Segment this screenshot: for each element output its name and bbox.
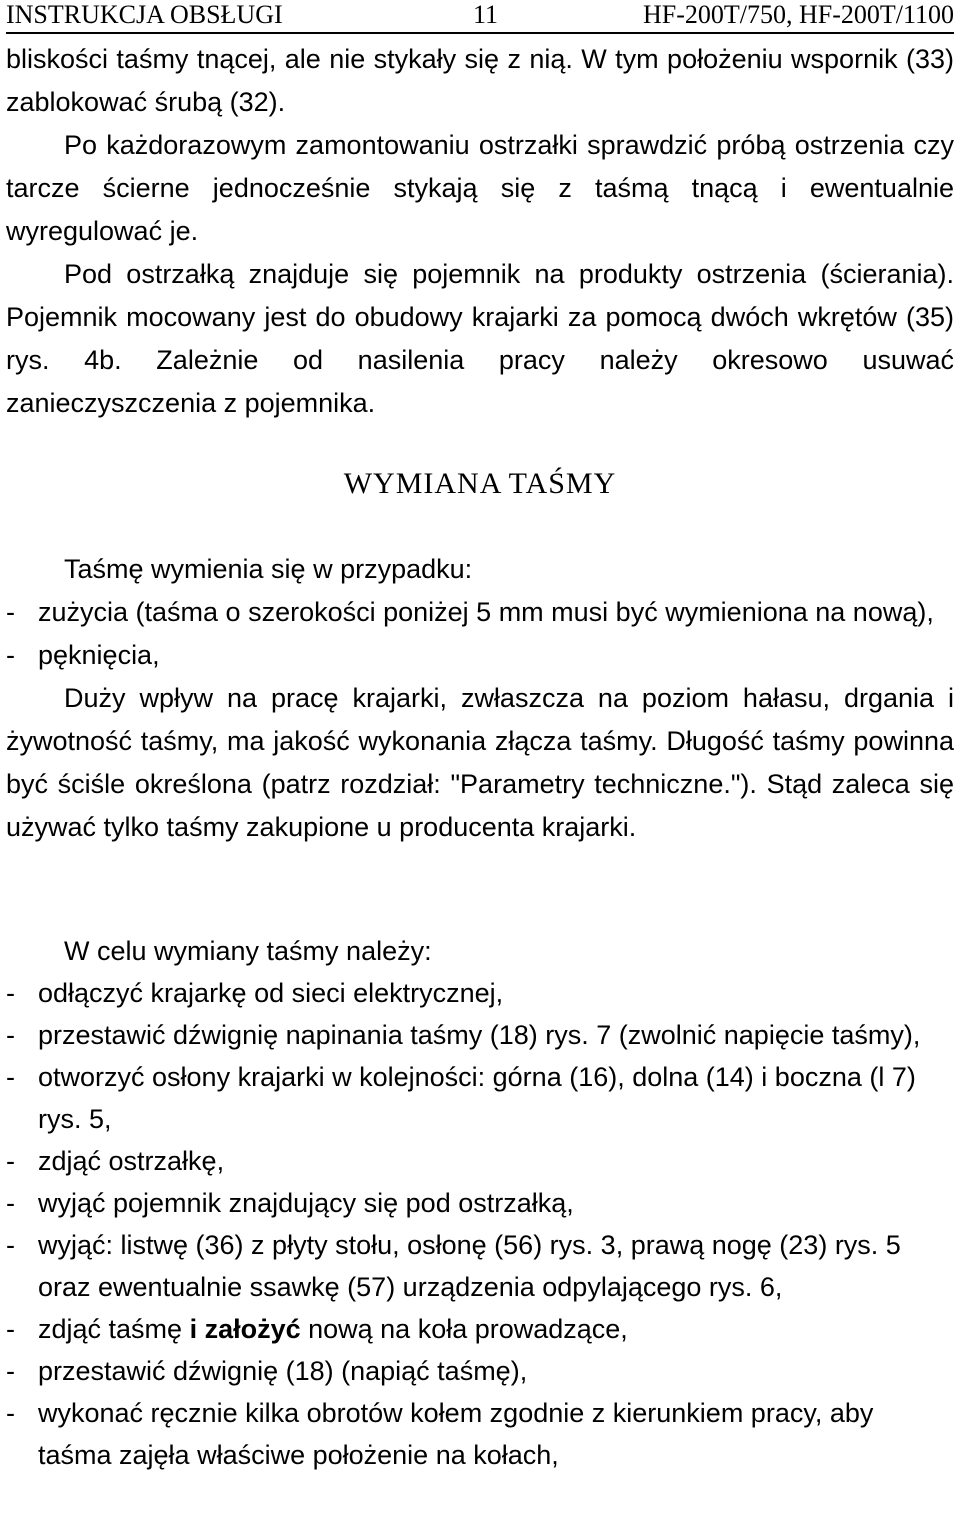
list-dash: - xyxy=(6,978,15,1008)
list-item-text: pęknięcia, xyxy=(38,640,160,670)
list-item-text: przestawić dźwignię napinania taśmy (18) rys. 7 (zwolnić napięcie taśmy), xyxy=(38,1020,921,1050)
list-dash: - xyxy=(6,1398,15,1428)
list-dash: - xyxy=(6,640,15,670)
replacement-reasons xyxy=(6,591,954,677)
list-item-text: wyjąć: listwę (36) z płyty stołu, osłonę (56) rys. 3, prawą nogę (23) rys. 5 oraz ewentualnie ssawkę (57) urządzenia odpylającego rys. 6, xyxy=(38,1230,901,1302)
list-dash: - xyxy=(6,1062,15,1092)
list-item-text: odłączyć krajarkę od sieci elektrycznej, xyxy=(38,978,504,1008)
intro-text xyxy=(6,38,954,425)
list-item xyxy=(6,591,954,634)
list-item xyxy=(6,1392,954,1476)
list-dash: - xyxy=(6,1356,15,1386)
list-item-text: wykonać ręcznie kilka obrotów kołem zgodnie z kierunkiem pracy, aby taśma zajęła właściwe położenie na kołach, xyxy=(38,1398,874,1470)
list-item xyxy=(6,1140,954,1182)
list-item-text-end: nową na koła prowadzące, xyxy=(300,1314,628,1344)
list-item-text: przestawić dźwignię (18) (napiąć taśmę), xyxy=(38,1356,528,1386)
list-item-text: wyjąć pojemnik znajdujący się pod ostrzałką, xyxy=(38,1188,574,1218)
manual-title: INSTRUKCJA OBSŁUGI xyxy=(6,0,283,29)
list-item xyxy=(6,1224,954,1308)
intro-paragraph-2: Po każdorazowym zamontowaniu ostrzałki sprawdzić próbą ostrzenia czy tarcze ścierne jednocześnie stykają się z taśmą tnącą i ewentualnie wyregulować je. xyxy=(6,130,954,246)
list-item-text: zdjąć ostrzałkę, xyxy=(38,1146,225,1176)
list-dash: - xyxy=(6,1314,15,1344)
replacement-lead: Taśmę wymienia się w przypadku: xyxy=(64,554,473,584)
list-dash: - xyxy=(6,1020,15,1050)
list-dash: - xyxy=(6,1188,15,1218)
list-item-text-bold: i założyć xyxy=(189,1314,301,1344)
procedure-section xyxy=(6,930,954,1476)
list-item xyxy=(6,1308,954,1350)
page-number: 11 xyxy=(473,0,499,29)
list-item-text-start: zdjąć taśmę xyxy=(38,1314,190,1344)
list-item xyxy=(6,1350,954,1392)
list-item xyxy=(6,1056,954,1140)
list-item xyxy=(6,972,954,1014)
list-dash: - xyxy=(6,597,15,627)
page-header xyxy=(6,0,954,34)
replacement-section xyxy=(6,548,954,849)
list-item-text: zużycia (taśma o szerokości poniżej 5 mm musi być wymieniona na nową), xyxy=(38,597,934,627)
section-heading: WYMIANA TAŚMY xyxy=(343,467,617,500)
list-dash: - xyxy=(6,1230,15,1260)
procedure-steps xyxy=(6,972,954,1476)
procedure-lead: W celu wymiany taśmy należy: xyxy=(64,936,432,966)
list-item xyxy=(6,1014,954,1056)
model-numbers: HF-200T/750, HF-200T/1100 xyxy=(642,0,954,29)
intro-paragraph-3: Pod ostrzałką znajduje się pojemnik na produkty ostrzenia (ścierania). Pojemnik mocowany jest do obudowy krajarki za pomocą dwóch wkrętów (35) rys. 4b. Zależnie od nasilenia pracy należy okresowo usuwać zanieczyszczenia z pojemnika. xyxy=(6,259,954,418)
list-item xyxy=(6,1182,954,1224)
list-item-text: otworzyć osłony krajarki w kolejności: górna (16), dolna (14) i boczna (l 7) rys. 5, xyxy=(38,1062,916,1134)
list-dash: - xyxy=(6,1146,15,1176)
list-item xyxy=(6,634,954,677)
quality-paragraph: Duży wpływ na pracę krajarki, zwłaszcza na poziom hałasu, drgania i żywotność taśmy, ma jakość wykonania złącza taśmy. Długość taśmy powinna być ściśle określona (patrz rozdział: "Parametry techniczne."). Stąd zaleca się używać tylko taśmy zakupione u producenta krajarki. xyxy=(6,683,954,842)
intro-paragraph-1: bliskości taśmy tnącej, ale nie stykały się z nią. W tym położeniu wspornik (33) zablokować śrubą (32). xyxy=(6,44,954,117)
